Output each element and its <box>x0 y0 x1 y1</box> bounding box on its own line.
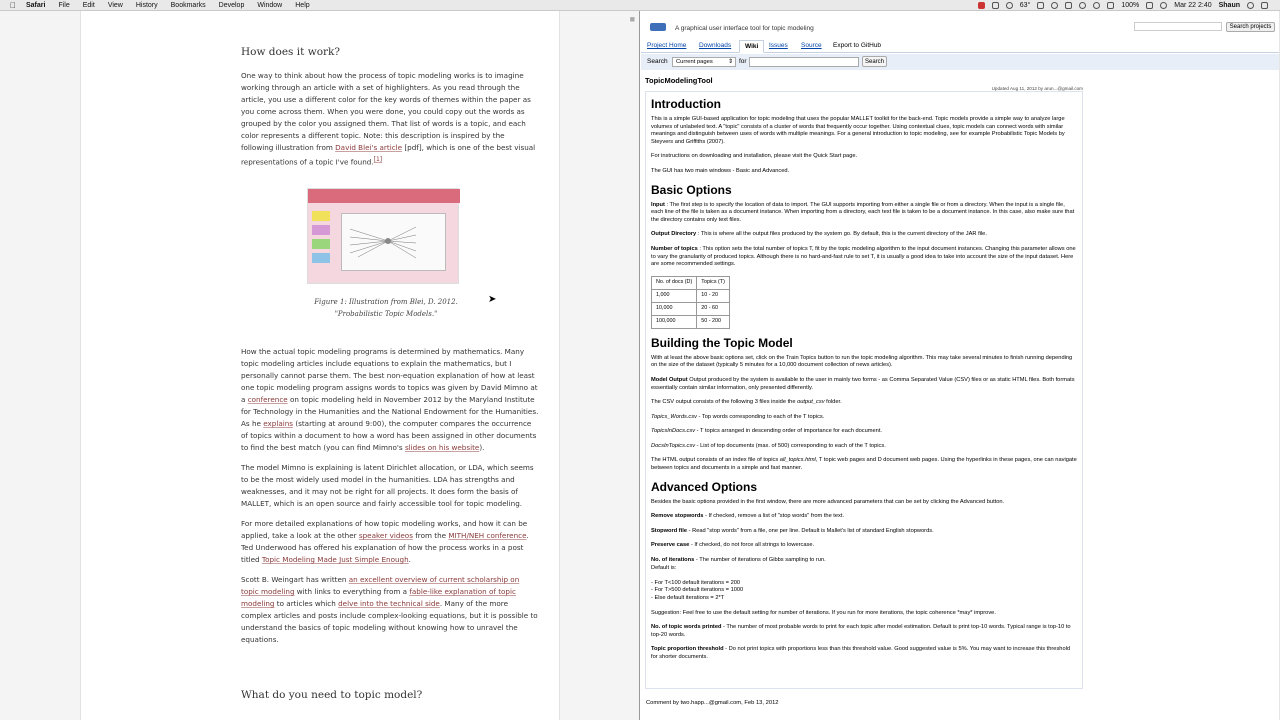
user-name[interactable]: Shaun <box>1218 1 1240 9</box>
project-logo-icon[interactable] <box>650 23 666 31</box>
filter-label: Search <box>647 58 668 65</box>
display-icon[interactable] <box>1065 2 1072 9</box>
preserve-case-option: Preserve case - If checked, do not force all strings to lowercase. <box>651 542 815 549</box>
link-speaker-videos[interactable]: speaker videos <box>358 531 413 540</box>
install-paragraph: For instructions on downloading and installation, please visit the Quick Start page. <box>651 153 858 160</box>
status-area <box>978 2 1268 9</box>
link-mimno-slides[interactable]: slides on his website <box>404 443 480 452</box>
link-fable-explanation[interactable]: fable-like explanation of topic modeling <box>241 587 516 608</box>
pages-select[interactable]: Current pages ⇕ <box>672 57 736 67</box>
heading-basic-options: Basic Options <box>651 182 732 197</box>
csv-file-docs-in-topics: DocsInTopics.csv - List of top documents (max. of 500) corresponding to each of the T topics. <box>651 442 886 449</box>
figure-header-band <box>308 189 460 203</box>
wiki-search-bar <box>641 54 1280 70</box>
paragraph-weingart: Scott B. Weingart has written an excellent overview of current scholarship on topic modeling with links to everything from a fable-like explanation of topic modeling to articles which delve into the technical side. Many of the more complex articles and posts include complex-looking equations, but it is possible to understand the basics of topic modeling without knowing how to unravel the equations. <box>241 575 538 644</box>
model-output-paragraph: Model Output Output produced by the system is available to the user in mainly two forms - as Comma Separated Value (CSV) files or as static HTML files. Both formats essentially contain similar information, only presented differently. <box>651 376 1075 391</box>
table-row: 100,000 50 - 200 <box>652 315 730 328</box>
figure-topic-network <box>348 223 418 261</box>
menu-app[interactable]: Safari <box>20 1 40 9</box>
wiki-search-input[interactable] <box>749 57 859 67</box>
article-body-bottom <box>241 346 539 654</box>
figure-topic-note <box>312 239 330 249</box>
for-label: for <box>739 58 747 65</box>
html-output-paragraph: The HTML output consists of an index file of topics all_topics.html, T topic web pages and D document web pages. Using the hyperlinks in these pages, one can navigate between topics and documents in a simple and fast manner. <box>651 457 1077 472</box>
tab-wiki[interactable]: Wiki <box>739 40 764 53</box>
menu-view[interactable]: View <box>101 1 117 9</box>
bluetooth-icon[interactable] <box>1093 2 1100 9</box>
tab-source[interactable]: Source <box>801 42 822 49</box>
wiki-content <box>645 91 1083 689</box>
table-row: 10,000 20 - 60 <box>652 302 730 315</box>
footnote-link[interactable]: [1] <box>373 156 383 163</box>
right-browser-window <box>641 11 1280 720</box>
select-chevron-icon: ⇕ <box>728 59 733 65</box>
menu-window[interactable]: Window <box>251 1 277 9</box>
wiki-page-name: TopicModelingTool <box>645 76 713 85</box>
link-conference[interactable]: conference <box>247 395 288 404</box>
battery-icon[interactable] <box>1146 2 1153 9</box>
menu-develop[interactable]: Develop <box>212 1 239 9</box>
heading-what-do-you-need: What do you need to topic model? <box>241 689 423 701</box>
heading-advanced-options: Advanced Options <box>651 479 758 494</box>
heading-introduction: Introduction <box>651 97 721 111</box>
search-projects-button[interactable]: Search projects <box>1226 22 1275 32</box>
iterations-option: No. of iterations - The number of iterations of Gibbs sampling to run. Default is: - For T<100 default iterations = 200 - For T>500 default iterations = 1000 - Else default iterations = 2*T <box>651 557 826 601</box>
iterations-suggestion: Suggestion: Feel free to use the default setting for number of iterations. If you run for more iterations, the topic coherence *may* improve. <box>651 609 996 616</box>
tab-downloads[interactable]: Downloads <box>699 42 732 49</box>
sync-icon[interactable] <box>1006 2 1013 9</box>
tab-project-home[interactable]: Project Home <box>647 42 687 49</box>
figure-topic-note <box>312 211 330 221</box>
left-browser-window <box>0 11 640 720</box>
battery-percent[interactable]: 100% <box>1121 1 1140 9</box>
expand-icon[interactable]: ■ <box>629 14 635 24</box>
gui-windows-paragraph: The GUI has two main windows - Basic and Advanced. <box>651 167 790 174</box>
paragraph-more-explanations: For more detailed explanations of how topic modeling works, and how it can be applied, take a look at the other speaker videos from the MITH/NEH conference. Ted Underwood has offered his explanation of how the process works in a post titled Topic Modeling Made Just Simple Enough. <box>241 519 529 564</box>
wiki-search-button[interactable]: Search <box>862 56 887 67</box>
link-explains[interactable]: explains <box>263 419 294 428</box>
paragraph-highlighters: One way to think about how the process of topic modeling works is to imagine working through an article with a set of highlighters. As you read through the article, you use a different color for the key words of themes within the paper as you come across them. When you were done, you could copy out the words as grouped by the color you assigned them. That list of words is a topic, and each color represents a different topic. Note: this description is inspired by the following illustration from David Blei's article [pdf], which is one of the best visual representations of a topic I've found.[1] <box>241 71 536 167</box>
paragraph-mathematics: How the actual topic modeling programs is determined by mathematics. Many topic modeling articles include equations to explain the mathematics, but I personally cannot parse them. The best non-equation explanation of how at least one topic modeling program assigns words to topics was given by David Mimno at a conference on topic modeling held in November 2012 by the Maryland Institute for Technology in the Humanities and the National Endowment for the Humanities. As he explains (starting at around 9:00), the computer compares the occurrence of topics within a document to how a word has been assigned in other documents to find the best match (you can find Mimno's slides on his website). <box>241 347 539 452</box>
clock[interactable]: Mar 22 2:40 <box>1174 1 1212 9</box>
advanced-intro: Besides the basic options provided in the first window, there are more advanced parameters that can be set by clicking the Advanced button. <box>651 498 1005 505</box>
csv-file-topics-in-docs: TopicsInDocs.csv - T topics arranged in descending order of importance for each document. <box>651 428 882 435</box>
project-tabs <box>641 39 1280 53</box>
temperature-status[interactable]: 63° <box>1019 1 1031 9</box>
article-body-top <box>241 70 539 176</box>
input-option: Input : The first step is to specify the location of data to import. The GUI supports importing from either a single file or from a directory. When the input is a single file, each line of the file is taken as a document instance. When importing from a directory, each text file is taken to be a document instance. In this case, also make sure that the directory contains only text files. <box>651 201 1075 223</box>
apple-menu-icon[interactable] <box>10 1 16 10</box>
link-weingart-overview[interactable]: an excellent overview of current scholarship on topic modeling <box>241 575 520 596</box>
intro-paragraph: This is a simple GUI-based application for topic modeling that uses the popular MALLET toolkit for the back-end. Topic models provide a simple way to analyze large volumes of unlabeled text. A "topic" consists of a cluster of words that frequently occur together. Using contextual clues, topic models can connect words with similar meanings and distinguish between uses of words with multiple meanings. For a general introduction to topic modeling, see for example Probabilistic Topic Models by Steyvers and Griffiths (2007). <box>651 116 1065 145</box>
csv-file-topics-words: Topics_Words.csv - Top words corresponding to each of the T topics. <box>651 413 825 420</box>
table-row: No. of docs (D) Topics (T) <box>652 276 730 289</box>
figure-blei-illustration[interactable] <box>307 188 459 284</box>
topic-words-option: No. of topic words printed - The number of most probable words to print for each topic after model estimation. Default is print top-10 words. Typical range is top-10 to top-20 words. <box>651 624 1071 638</box>
project-subtitle: A graphical user interface tool for topic modeling <box>675 25 814 32</box>
menu-file[interactable]: File <box>52 1 64 9</box>
search-projects-input[interactable] <box>1134 22 1222 31</box>
record-icon[interactable] <box>978 2 985 9</box>
build-paragraph: With at least the above basic options set, click on the Train Topics button to run the topic modeling algorithm. This may take several minutes to finish running depending on the size of the dataset (typically 5 minutes for a 10,000 document collection of news articles). <box>651 354 1073 369</box>
article-page <box>80 11 560 720</box>
threshold-option: Topic proportion threshold - Do not print topics with proportions less than this threshold value. Good suggested value is 5%. You may want to increase this threshold for shorter documents. <box>651 646 1071 660</box>
link-technical-side[interactable]: delve into the technical side <box>338 599 440 608</box>
menu-edit[interactable]: Edit <box>76 1 89 9</box>
mouse-cursor-icon: ➤ <box>488 294 497 305</box>
number-of-topics-option: Number of topics : This option sets the total number of topics T, fit by the topic modeling algorithm to the input document instances. Changing this parameter allows one to vary the granularity of produced topics. Although there is no hard-and-fast rule to set T, it is usually a good idea to take into account the size of the input dataset. Here are some recommended settings. <box>651 245 1076 268</box>
figure-topic-note <box>312 225 330 235</box>
heading-building-model: Building the Topic Model <box>651 335 793 350</box>
link-topic-modeling-simple[interactable]: Topic Modeling Made Just Simple Enough <box>261 555 409 564</box>
wiki-header <box>641 11 1280 39</box>
menu-help[interactable]: Help <box>289 1 304 9</box>
app-status-icon[interactable] <box>1037 2 1044 9</box>
wiki-comment-footer: Comment by two.happ...@gmail.com, Feb 13, 2012 <box>646 700 779 706</box>
output-directory-option: Output Directory : This is where all the output files produced by the system go. By default, this is the current directory of the JAR file. <box>651 231 987 238</box>
table-row: 1,000 10 - 20 <box>652 289 730 302</box>
tab-export-github[interactable]: Export to GitHub <box>833 42 882 49</box>
paragraph-lda: The model Mimno is explaining is latent Dirichlet allocation, or LDA, which seems to be the most widely used model in the humanities. LDA has strengths and weaknesses, and it may not be right for all projects. It does form the basis of MALLET, which is an open source and fairly accessible tool for topic modeling. <box>241 463 534 508</box>
time-machine-icon[interactable] <box>1079 2 1086 9</box>
recommended-settings-table <box>651 276 730 329</box>
macos-menubar <box>0 0 1280 11</box>
spotlight-icon[interactable] <box>1247 2 1254 9</box>
tab-issues[interactable]: Issues <box>769 42 788 49</box>
heading-how-does-it-work: How does it work? <box>241 46 341 58</box>
stopword-file-option: Stopword file - Read "stop words" from a file, one per line. Default is Mallet's list of standard English stopwords. <box>651 527 934 534</box>
volume-icon[interactable] <box>1107 2 1114 9</box>
link-mith-neh-conference[interactable]: MITH/NEH conference <box>448 531 527 540</box>
remove-stopwords-option: Remove stopwords - If checked, remove a list of "stop words" from the text. <box>651 513 845 520</box>
wifi-icon[interactable] <box>1160 2 1167 9</box>
link-blei-article[interactable]: David Blei's article <box>335 143 403 152</box>
csv-output-paragraph: The CSV output consists of the following 3 files inside the output_csv folder. <box>651 399 842 406</box>
figure-topic-note <box>312 253 330 263</box>
figure-caption: Figure 1: Illustration from Blei, D. 2012. "Probabilistic Topic Models." <box>314 298 458 318</box>
notification-center-icon[interactable] <box>1261 2 1268 9</box>
menu-history[interactable]: History <box>129 1 152 9</box>
updated-info: Updated Aug 11, 2012 by arun...@gmail.com <box>991 86 1083 91</box>
dropbox-icon[interactable] <box>992 2 999 9</box>
menu-bookmarks[interactable]: Bookmarks <box>164 1 200 9</box>
info-icon[interactable] <box>1051 2 1058 9</box>
